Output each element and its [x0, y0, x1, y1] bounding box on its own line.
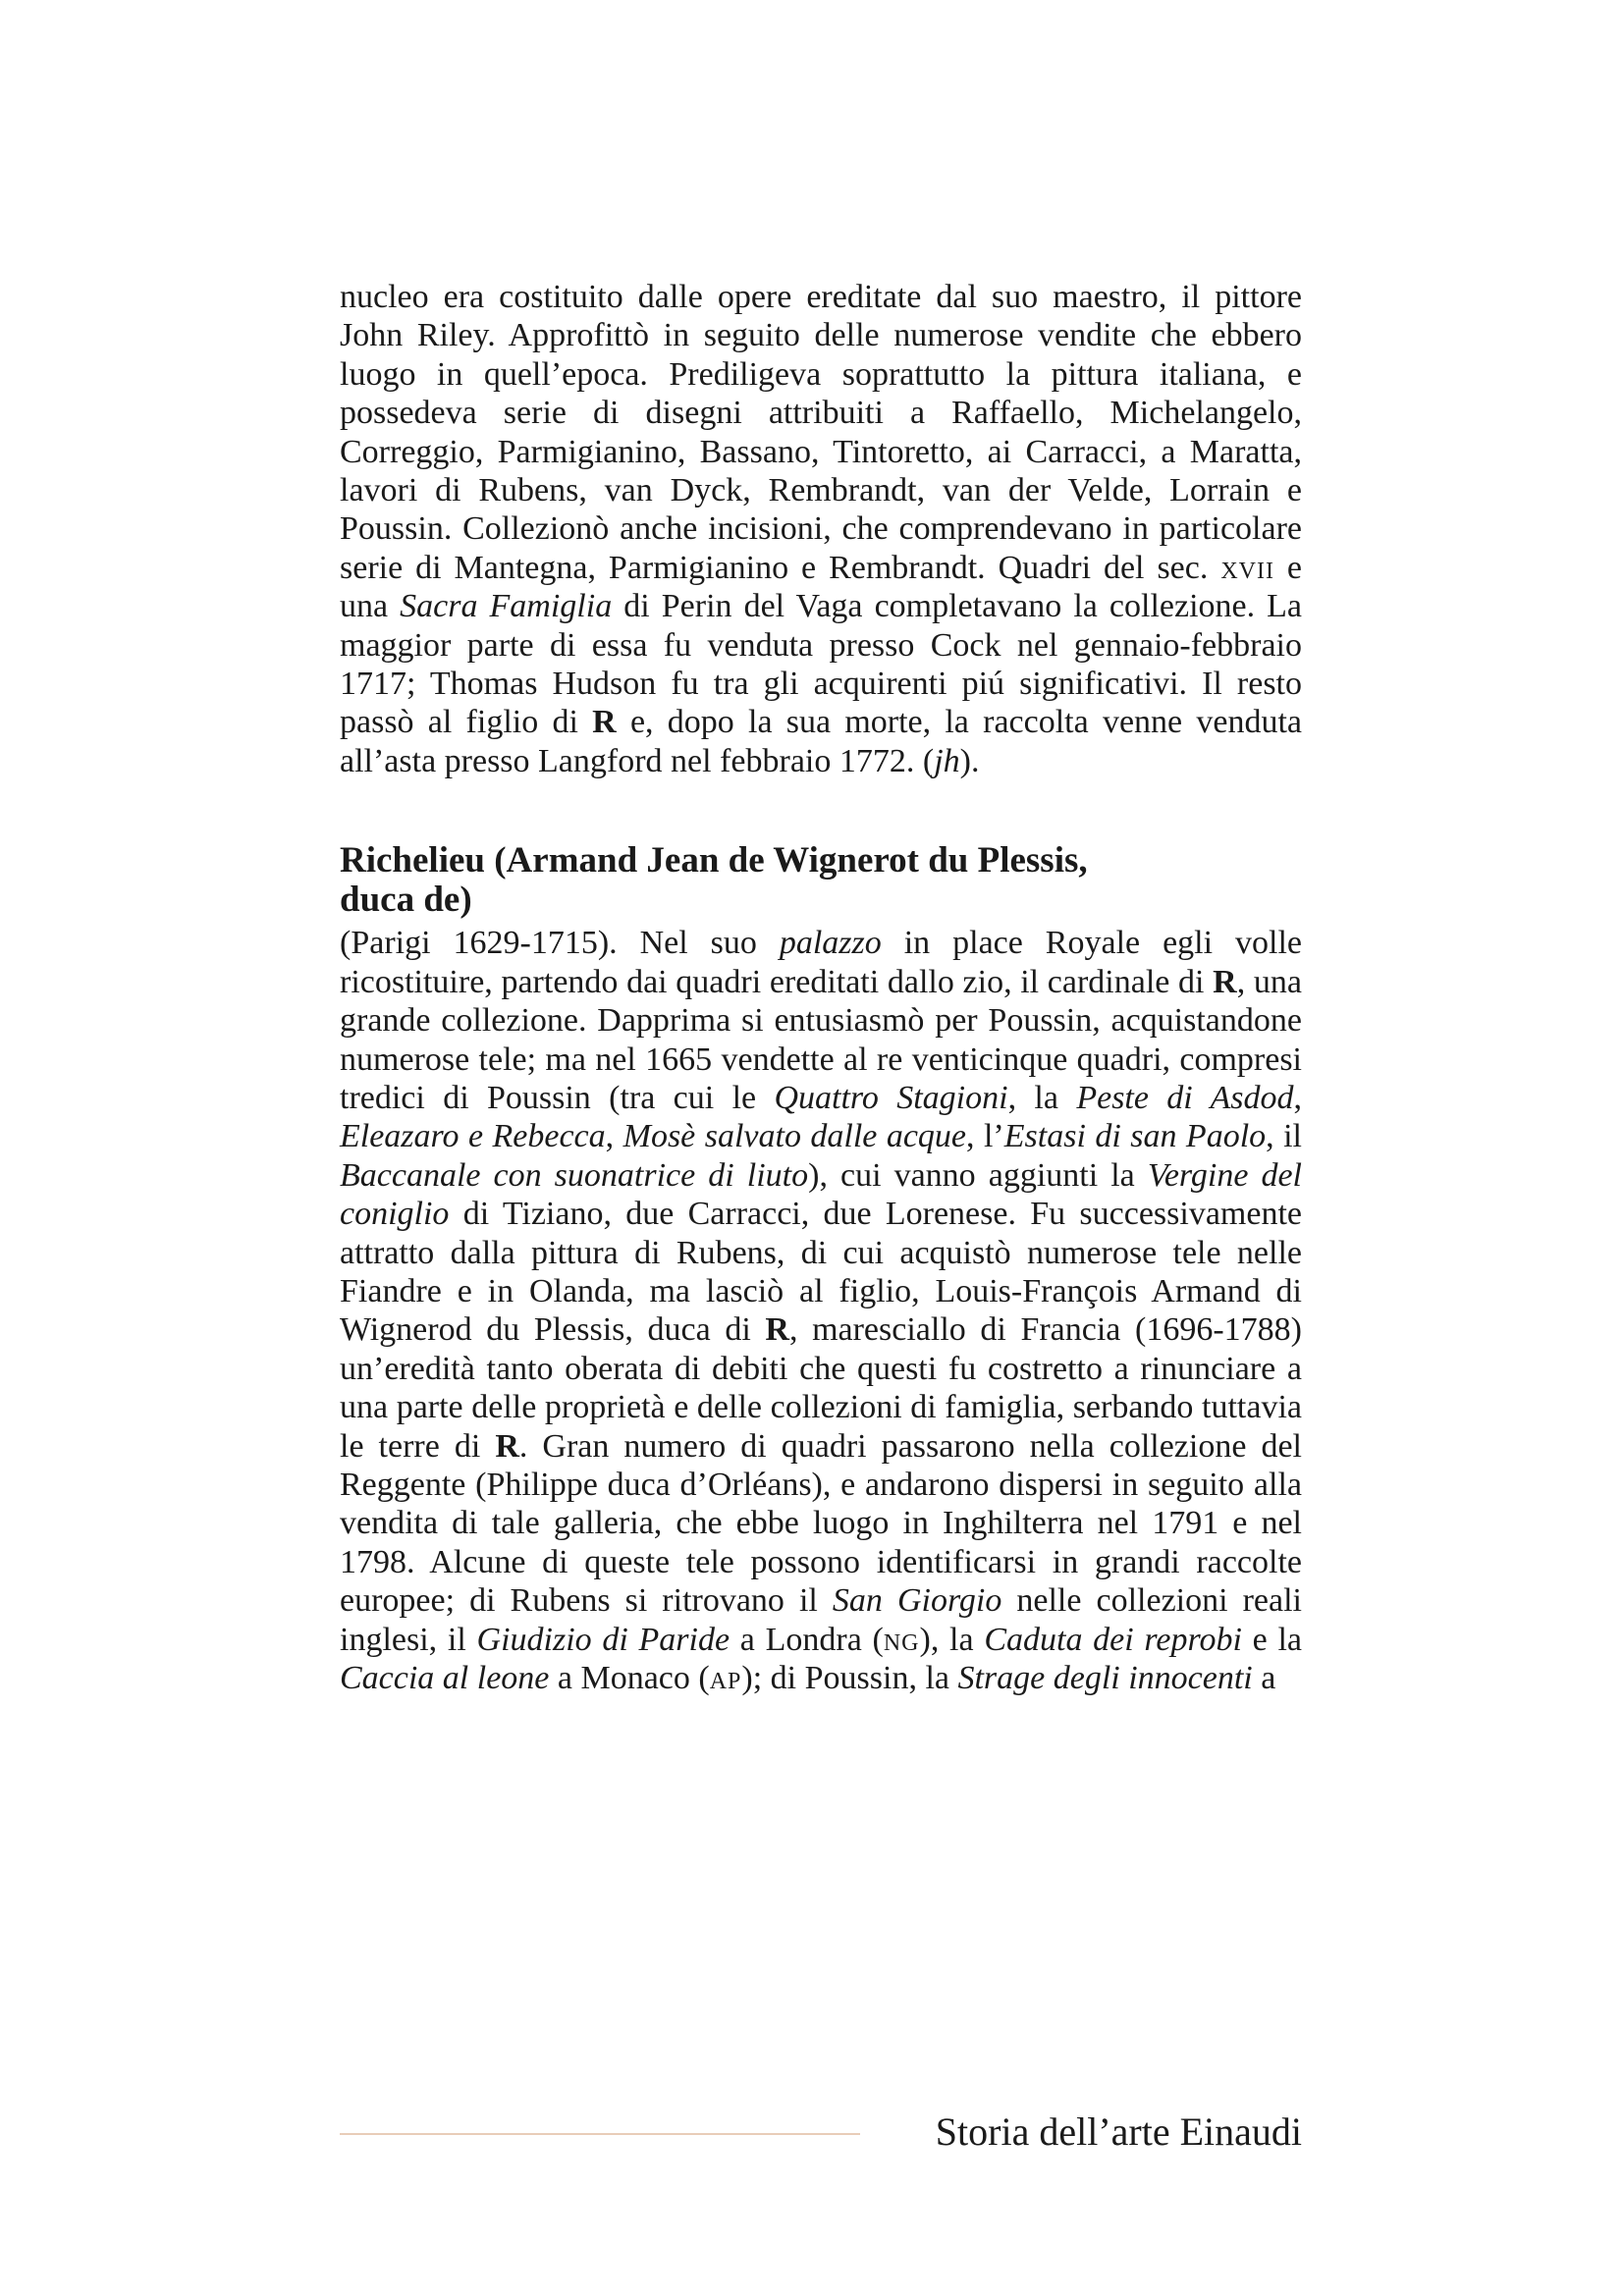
entry-heading-title: duca	[340, 880, 424, 921]
entry-text: ), cui vanno aggiunti la	[808, 1156, 1148, 1194]
artwork-title: Caccia al leone	[340, 1660, 550, 1696]
artwork-title: Eleazaro e Rebecca	[340, 1118, 606, 1155]
entry-initial: R	[592, 704, 617, 741]
artwork-title: Strage degli innocenti	[957, 1660, 1253, 1696]
page-footer	[340, 2109, 1302, 2156]
entry-text: , il	[1266, 1118, 1303, 1155]
artwork-title: Estasi di san Paolo	[1003, 1118, 1267, 1155]
entry-text: (Parigi 1629-1715). Nel suo	[340, 925, 780, 962]
artwork-title: Caduta dei reprobi	[984, 1621, 1242, 1658]
artwork-title: Baccanale con suonatrice di liuto	[340, 1156, 809, 1194]
museum-abbreviation: ng	[883, 1621, 920, 1658]
artwork-title: Giudizio di Paride	[476, 1621, 730, 1658]
entry-text: nelle collezioni reali inglesi, il	[340, 1582, 1302, 1658]
entry-paragraph	[340, 924, 1302, 1697]
italic-term: palazzo	[779, 925, 882, 962]
footer-title: Storia dell’arte Einaudi	[935, 2109, 1302, 2154]
entry-text: a Monaco (	[549, 1660, 710, 1696]
intro-text: e, dopo la sua morte, la raccolta venne venduta all’asta presso Langford nel febbraio 1772. (	[340, 704, 1302, 779]
text-column	[340, 278, 1302, 1697]
entry-text: a	[1252, 1660, 1276, 1696]
entry-text: . Gran numero di quadri passarono nella collezione del Reggente (Philippe duca d’Orléans), e andarono dispersi in seguito alla vendita di tale galleria, che ebbe luogo in Inghilterra nel 1791 e nel 1798. Alcune di queste tele possono identificarsi in grandi raccolte europee; di Rubens si ritrovano il	[340, 1427, 1302, 1620]
museum-abbreviation: ap	[709, 1660, 742, 1696]
entry-text: e la	[1241, 1621, 1302, 1658]
entry-text: in place Royale egli volle ricostituire, partendo dai quadri ereditati dallo zio, il cardinale di	[340, 925, 1302, 1000]
author-initials: jh	[934, 742, 960, 779]
artwork-title: Peste di Asdod	[1076, 1079, 1294, 1116]
entry-text: , l’	[966, 1118, 1004, 1155]
artwork-title: Mosè salvato dalle acque	[622, 1118, 967, 1155]
entry-heading-name: Richelieu (Armand Jean de Wignerot du Plessis,	[340, 840, 1088, 881]
footer-rule	[340, 2133, 860, 2135]
artwork-title: Sacra Famiglia	[400, 588, 613, 625]
artwork-title: Vergine del coniglio	[340, 1156, 1303, 1233]
intro-paragraph	[340, 278, 1302, 780]
intro-text: nucleo era costituito dalle opere ereditate dal suo maestro, il pittore John Riley. Approfittò in seguito delle numerose vendite che ebbero luogo in quell’epoca. Prediligeva soprattutto la pittura italiana, e possedeva serie di disegni attribuiti a Raffaello, Michelangelo, Correggio, Parmigianino, Bassano, Tintoretto, ai Carracci, a Maratta, lavori di Rubens, van Dyck, Rembrandt, van der Velde, Lorrain e Poussin. Collezionò anche incisioni, che comprendevano in particolare serie di Mantegna, Parmigianino e Rembrandt. Quadri del sec.	[340, 279, 1302, 586]
entry-text: ), la	[919, 1621, 985, 1658]
entry-text: di Tiziano, due Carracci, due Lorenese. Fu successivamente attratto dalla pittura di Rubens, di cui acquistò numerose tele nelle Fiandre e in Olanda, ma lasciò al figlio, Louis-François Armand di Wignerod du Plessis, duca di	[340, 1196, 1302, 1349]
entry-text: , maresciallo di Francia (1696-1788) un’eredità tanto oberata di debiti che questi fu costretto a rinunciare a una parte delle proprietà e delle collezioni di famiglia, serbando tuttavia le terre di	[340, 1311, 1302, 1465]
entry-heading	[340, 841, 1302, 920]
entry-text: ,	[1293, 1079, 1302, 1116]
entry-text: a Londra (	[730, 1621, 884, 1658]
entry-text: ,	[605, 1118, 623, 1155]
century-numeral: xvii	[1220, 549, 1274, 586]
intro-text: ).	[959, 742, 980, 779]
artwork-title: Quattro Stagioni	[774, 1079, 1008, 1116]
entry-text: ); di Poussin, la	[741, 1660, 958, 1696]
intro-text: e una	[340, 549, 1303, 625]
entry-heading-particle: de)	[423, 880, 472, 921]
intro-text: di Perin del Vaga completavano la collezione. La maggior parte di essa fu venduta presso Cock nel gennaio-febbraio 1717; Thomas Hudson fu tra gli acquirenti piú significativi. Il resto passò al figlio di	[340, 588, 1303, 741]
entry-initial: R	[1213, 963, 1237, 1000]
entry-initial: R	[495, 1427, 519, 1465]
artwork-title: San Giorgio	[832, 1582, 1002, 1620]
entry-initial: R	[765, 1311, 789, 1349]
entry-text: , una grande collezione. Dapprima si entusiasmò per Poussin, acquistandone numerose tele; ma nel 1665 vendette al re venticinque quadri, compresi tredici di Poussin (tra cui le	[340, 963, 1302, 1116]
entry-text: , la	[1007, 1079, 1077, 1116]
